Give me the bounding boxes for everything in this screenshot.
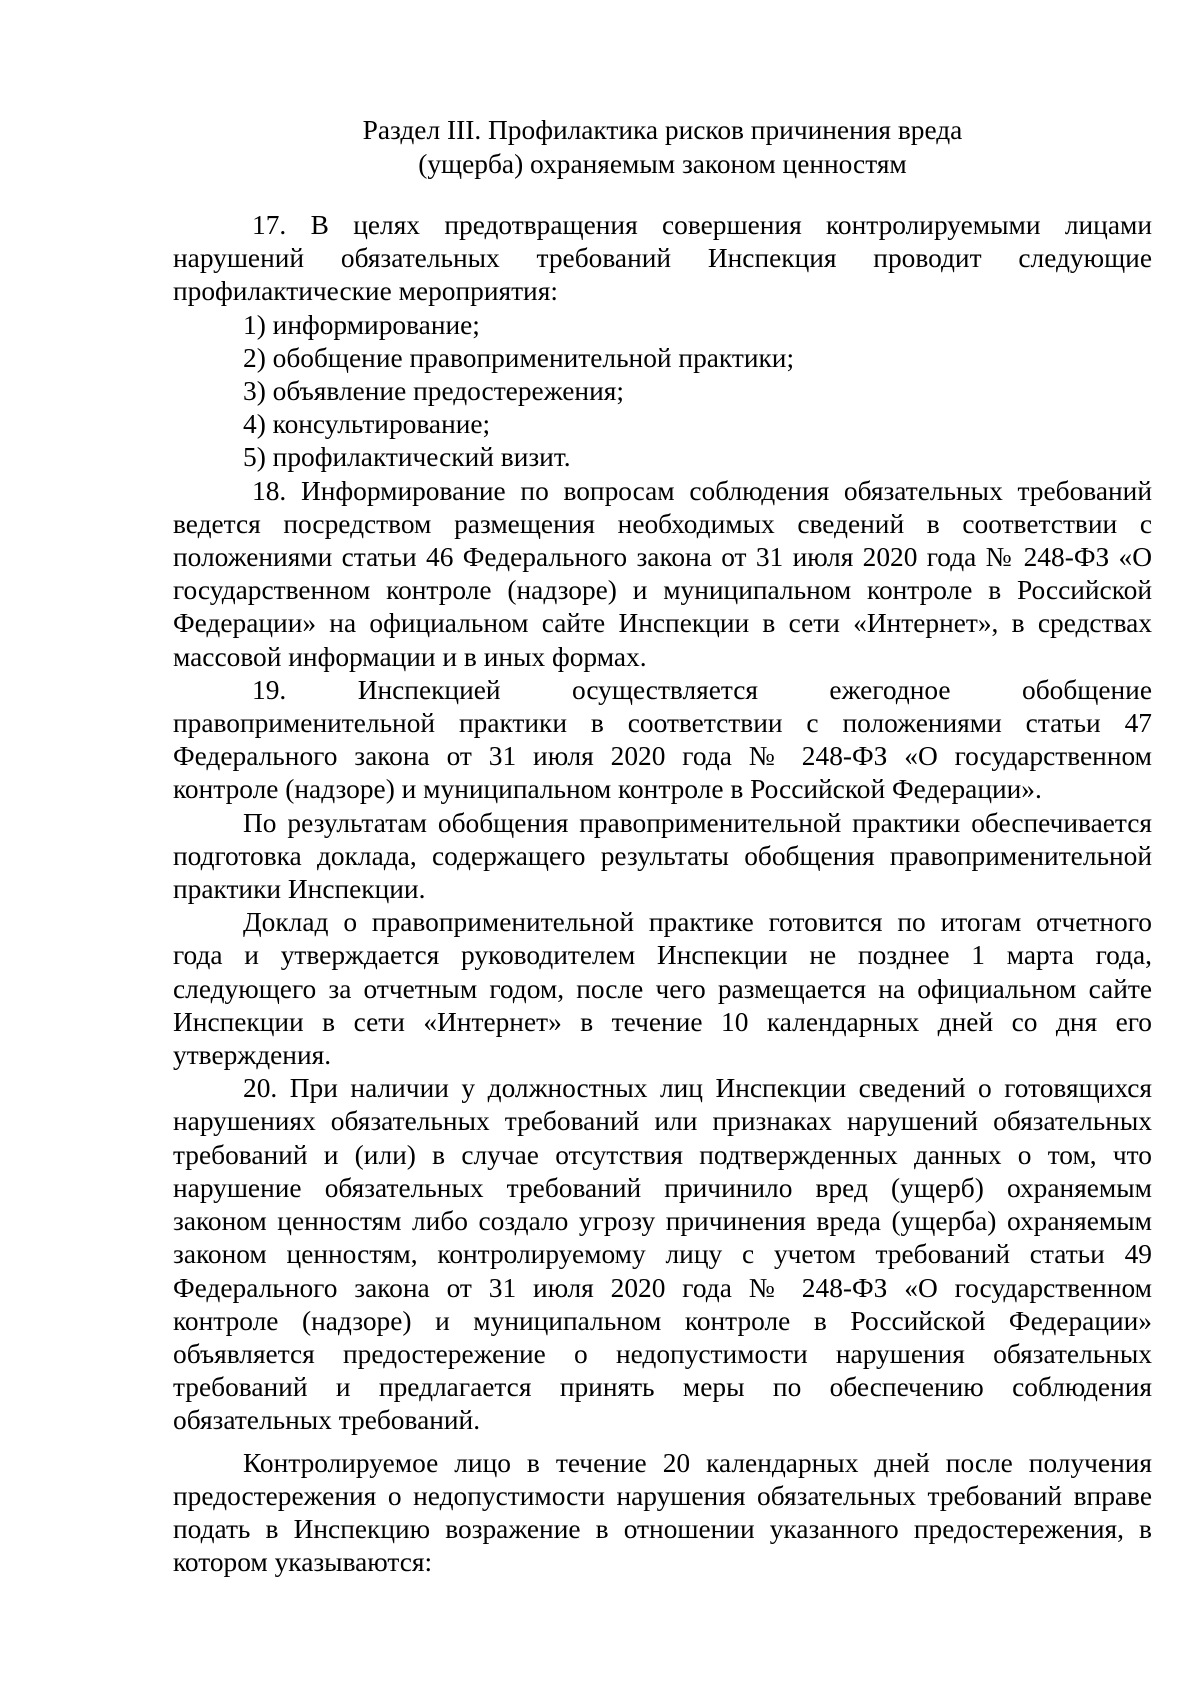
list-item-1: 1) информирование; bbox=[243, 309, 480, 340]
section-title-line-2: (ущерба) охраняемым законом ценностям bbox=[418, 149, 907, 179]
paragraph-20: 20. При наличии у должностных лиц Инспекции сведений о готовящихся нарушениях обязательных требований или признаках нарушений обязательных требований и (или) в случае отсутствия подтвержденных данных о том, что нарушение обязательных требований причинило вред (ущерб) охраняемым законом ценностям либо создало угрозу причинения вреда (ущерба) охраняемым законом ценностям, контролируемому лицу с учетом требований статьи 49 Федерального закона от 31 июля 2020 года № 248-ФЗ «О государственном контроле (надзоре) и муниципальном контроле в Российской Федерации» объявляется предостережение о недопустимости нарушения обязательных требований и предлагается принять меры по обеспечению соблюдения обязательных требований. bbox=[173, 1073, 1152, 1436]
paragraph-19-report: Доклад о правоприменительной практике готовится по итогам отчетного года и утверждается руководителем Инспекции не позднее 1 марта года, следующего за отчетным годом, после чего размещается на официальном сайте Инспекции в сети «Интернет» в течение 10 календарных дней со дня его утверждения. bbox=[173, 907, 1152, 1071]
section-title-line-1: Раздел III. Профилактика рисков причинения вреда bbox=[362, 115, 963, 145]
paragraph-17: 17. В целях предотвращения совершения контролируемыми лицами нарушений обязательных требований Инспекция проводит следующие профилактические мероприятия: bbox=[173, 210, 1152, 307]
list-item-3: 3) объявление предостережения; bbox=[243, 376, 624, 407]
document-body bbox=[173, 209, 1152, 1579]
list-item-4: 4) консультирование; bbox=[243, 409, 491, 440]
list-item-2: 2) обобщение правоприменительной практики; bbox=[243, 342, 795, 373]
section-title bbox=[173, 113, 1152, 181]
paragraph-20-objection: Контролируемое лицо в течение 20 календарных дней после получения предостережения о недопустимости нарушения обязательных требований вправе подать в Инспекцию возражение в отношении указанного предостережения, в котором указываются: bbox=[173, 1447, 1152, 1578]
paragraph-19: 19. Инспекцией осуществляется ежегодное обобщение правоприменительной практики в соответствии с положениями статьи 47 Федерального закона от 31 июля 2020 года № 248-ФЗ «О государственном контроле (надзоре) и муниципальном контроле в Российской Федерации». bbox=[173, 674, 1152, 805]
list-item-5: 5) профилактический визит. bbox=[243, 442, 571, 473]
paragraph-19-results: По результатам обобщения правоприменительной практики обеспечивается подготовка доклада, содержащего результаты обобщения правоприменительной практики Инспекции. bbox=[173, 807, 1152, 905]
paragraph-18: 18. Информирование по вопросам соблюдения обязательных требований ведется посредством размещения необходимых сведений в соответствии с положениями статьи 46 Федерального закона от 31 июля 2020 года № 248-ФЗ «О государственном контроле (надзоре) и муниципальном контроле в Российской Федерации» на официальном сайте Инспекции в сети «Интернет», в средствах массовой информации и в иных формах. bbox=[173, 475, 1152, 672]
